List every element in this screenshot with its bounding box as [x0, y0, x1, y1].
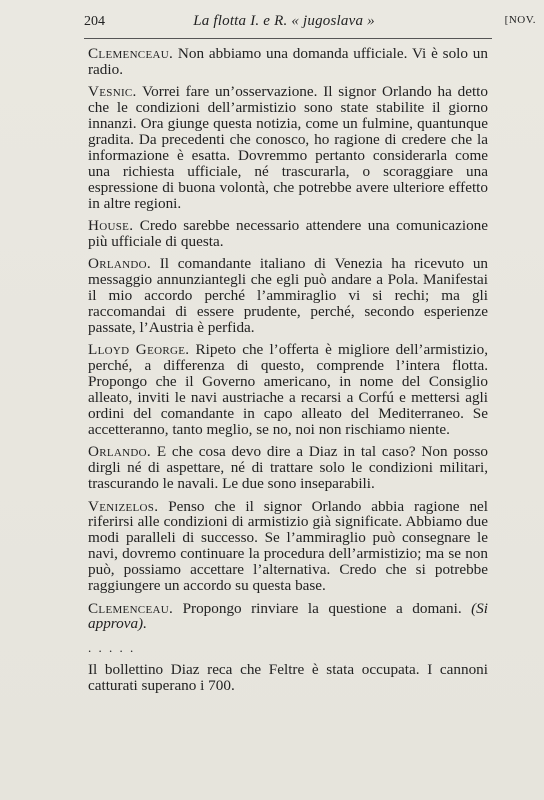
speaker-name: Orlando.: [88, 255, 151, 273]
paragraph-clemenceau-2: [88, 601, 488, 633]
speaker-name: Clemenceau.: [88, 599, 174, 617]
paragraph-text: Penso che il signor Orlando abbia ragione nel riferirsi alle condizioni di armistizio già significate. Abbiamo due modi paralleli di successo. Se l’ammiraglio può consegnare le navi, dovremo continuare la procedura dell’armistizio; ma se non può, possiamo accettare l’alternativa. Credo che si potrebbe raggiungere un accordo su questa base.: [88, 497, 489, 595]
paragraph-venizelos: [88, 499, 488, 594]
paragraph-text: Credo sarebbe necessario attendere una comunicazione più ufficiale di questa.: [88, 217, 489, 250]
running-title: La flotta I. e R. « jugoslava »: [193, 13, 375, 29]
paragraph-lloyd-george: [88, 342, 488, 437]
speaker-name: House.: [88, 217, 134, 235]
paragraph-orlando-2: [88, 444, 488, 492]
speaker-name: Venizelos.: [88, 497, 159, 515]
paragraph-house: [88, 218, 488, 250]
paragraph-text: E che cosa devo dire a Diaz in tal caso? Non posso dirgli né di aspettare, né di trattare solo le condizioni militari, trascurando le navali. Le due sono inseparabili.: [88, 443, 488, 493]
paragraph-text: Propongo rinviare la questione a domani.: [182, 599, 462, 617]
speaker-name: Lloyd George.: [88, 341, 190, 359]
paragraph-orlando-1: [88, 256, 488, 336]
paragraph-text: Non abbiamo una domanda ufficiale. Vi è solo un radio.: [88, 45, 488, 78]
paragraph-text: Ripeto che l’offerta è migliore dell’armistizio, perché, a differenza di questo, comprende l’intera flotta. Propongo che il Governo americano, in nome del Consiglio alleato, inviti le navi austriache a recarsi a Corfú e mettersi agli ordini del comandante in capo alleato del Mediterraneo. Se accetteranno, tanto meglio, se no, noi non rischiamo niente.: [88, 341, 489, 438]
paragraph-text: Vorrei fare un’osservazione. Il signor Orlando ha detto che le condizioni dell’armistizio sono state stabilite il giorno innanzi. Ora giunge questa notizia, come un fulmine, quantunque gradita. Da precedenti che conosco, ho ragione di credere che la informazione è esatta. Dovremmo pertanto considerarla come una richiesta ufficiale, né trascurarla, o scoraggiare una espressione di buona volontà, che potrebbe avere ulteriore effetto in altre regioni.: [88, 83, 488, 212]
paragraph-text: Il comandante italiano di Venezia ha ricevuto un messaggio annunziantegli che egli può andare a Pola. Manifestai il mio accordo perché l’ammiraglio vi si rechi; ma gli raccomandai di essere prudente, perché, secondo esperienze passate, l’Austria è perfida.: [88, 255, 489, 336]
speaker-name: Vesnic.: [88, 83, 137, 101]
page-body: [88, 46, 488, 694]
page-number: 204: [84, 14, 105, 29]
paragraph-vesnic: [88, 84, 488, 211]
paragraph-clemenceau-1: [88, 46, 488, 78]
stage-direction: (Si approva).: [88, 599, 488, 633]
speaker-name: Clemenceau.: [88, 45, 174, 62]
paragraph-bulletin: Il bollettino Diaz reca che Feltre è stata occupata. I cannoni catturati superano i 700.: [88, 661, 488, 695]
section-tag: [NOV.: [504, 14, 536, 26]
header-rule: [84, 38, 492, 39]
page-header: [84, 12, 536, 34]
section-separator: . . . . .: [88, 640, 136, 656]
speaker-name: Orlando.: [88, 443, 151, 461]
